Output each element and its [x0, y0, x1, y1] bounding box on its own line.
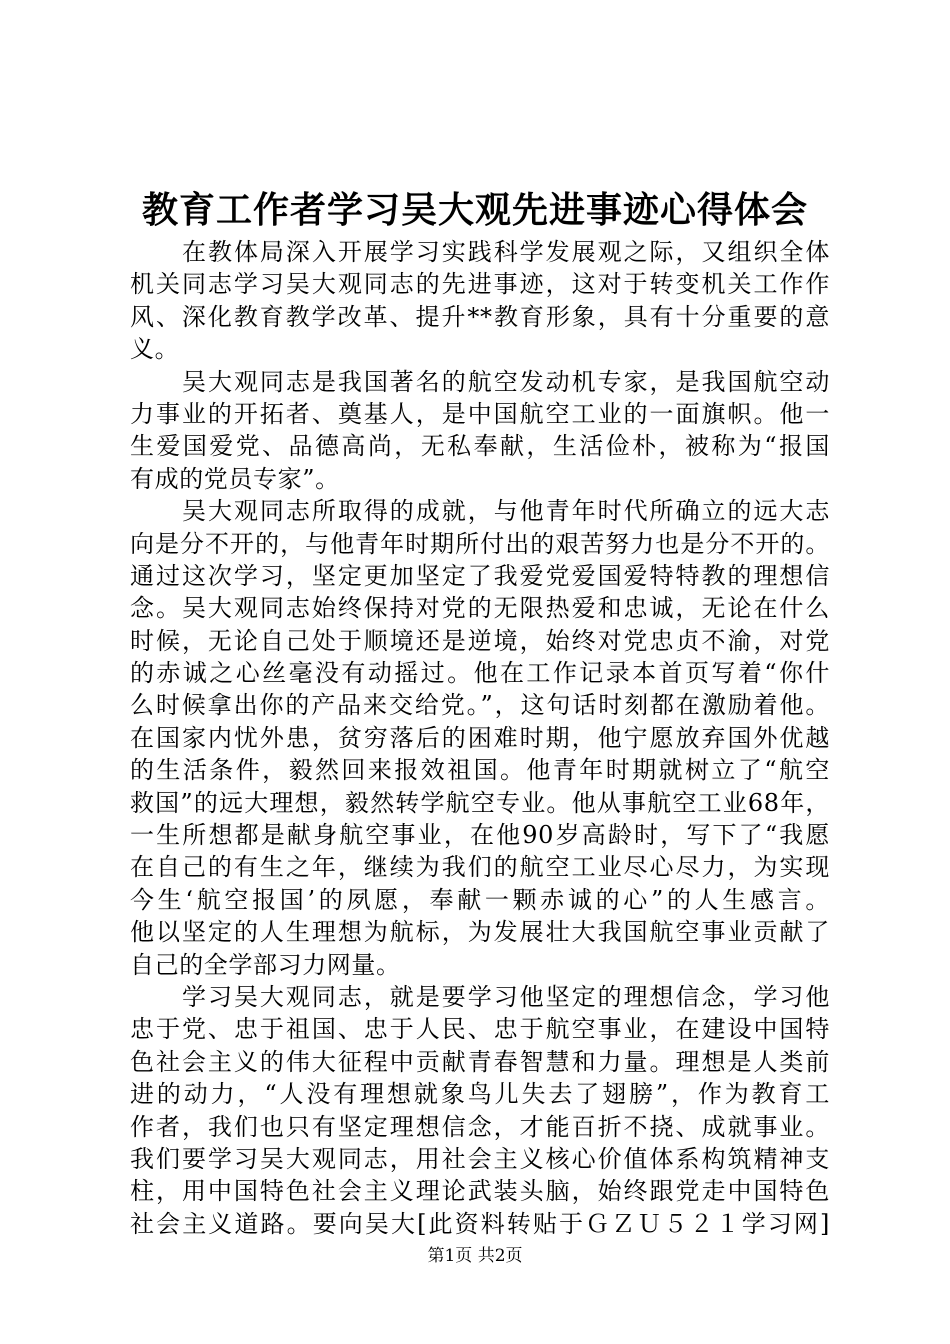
page-title: 教育工作者学习吴大观先进事迹心得体会: [141, 189, 808, 231]
paragraph-line: 的生活条件，毅然回来报效祖国。他青年时期就树立了“航空: [130, 756, 830, 785]
paragraph-line: 在自己的有生之年，继续为我们的航空工业尽心尽力，为实现: [130, 853, 830, 882]
paragraph-line: 风、深化教育教学改革、提升**教育形象，具有十分重要的意: [130, 302, 830, 331]
paragraph-line: 机关同志学习吴大观同志的先进事迹，这对于转变机关工作作: [130, 270, 830, 299]
paragraph-line: 进的动力，“人没有理想就象鸟儿失去了翅膀”，作为教育工: [130, 1080, 830, 1109]
paragraph-line: 忠于党、忠于祖国、忠于人民、忠于航空事业，在建设中国特: [130, 1015, 830, 1044]
paragraph-line: 学习吴大观同志，就是要学习他坚定的理想信念，学习他: [182, 982, 830, 1011]
paragraph-line: 吴大观同志所取得的成就，与他青年时代所确立的远大志: [182, 497, 830, 526]
paragraph-line: 通过这次学习，坚定更加坚定了我爱党爱国爱特特教的理想信: [130, 561, 830, 590]
paragraph-line: 柱，用中国特色社会主义理论武装头脑，始终跟党走中国特色: [130, 1177, 830, 1206]
paragraph-line: 的赤诚之心丝毫没有动摇过。他在工作记录本首页写着“你什: [130, 659, 830, 688]
paragraph-line: 在教体局深入开展学习实践科学发展观之际，又组织全体: [182, 238, 830, 266]
paragraph-line: 一生所想都是献身航空事业，在他90岁高龄时，写下了“我愿: [130, 821, 830, 850]
paragraph-line: 他以坚定的人生理想为航标，为发展壮大我国航空事业贡献了: [130, 918, 830, 947]
paragraph-line: 我们要学习吴大观同志，用社会主义核心价值体系构筑精神支: [130, 1144, 830, 1173]
paragraph-line: 向是分不开的，与他青年时期所付出的艰苦努力也是分不开的。: [130, 529, 830, 558]
paragraph-line: 在国家内忧外患，贫穷落后的困难时期，他宁愿放弃国外优越: [130, 723, 830, 752]
paragraph-line: 义。: [130, 335, 180, 364]
paragraph-line: 念。吴大观同志始终保持对党的无限热爱和忠诚，无论在什么: [130, 594, 830, 623]
document-body: [130, 236, 830, 1240]
paragraph-line: 时候，无论自己处于顺境还是逆境，始终对党忠贞不渝，对党: [130, 626, 830, 655]
paragraph-line: 有成的党员专家”。: [130, 464, 340, 493]
paragraph-line: 吴大观同志是我国著名的航空发动机专家，是我国航空动: [182, 367, 830, 396]
paragraph-line: 色社会主义的伟大征程中贡献青春智慧和力量。理想是人类前: [130, 1047, 830, 1076]
page-footer: 第1页 共2页: [427, 1246, 523, 1266]
paragraph-line: 么时候拿出你的产品来交给党。”，这句话时刻都在激励着他。: [130, 691, 830, 720]
paragraph-line: 力事业的开拓者、奠基人，是中国航空工业的一面旗帜。他一: [130, 399, 830, 428]
paragraph-line: 社会主义道路。要向吴大[此资料转贴于ＧＺＵ５２１学习网]: [130, 1209, 830, 1238]
paragraph-line: 生爱国爱党、品德高尚，无私奉献，生活俭朴，被称为“报国: [130, 432, 830, 461]
paragraph-line: 作者，我们也只有坚定理想信念，才能百折不挠、成就事业。: [130, 1112, 830, 1141]
paragraph-line: 自己的全学部习力网量。: [130, 950, 401, 979]
paragraph-line: 救国”的远大理想，毅然转学航空专业。他从事航空工业68年，: [130, 788, 830, 817]
paragraph-line: 今生‘航空报国’的夙愿，奉献一颗赤诚的心”的人生感言。: [130, 885, 830, 914]
